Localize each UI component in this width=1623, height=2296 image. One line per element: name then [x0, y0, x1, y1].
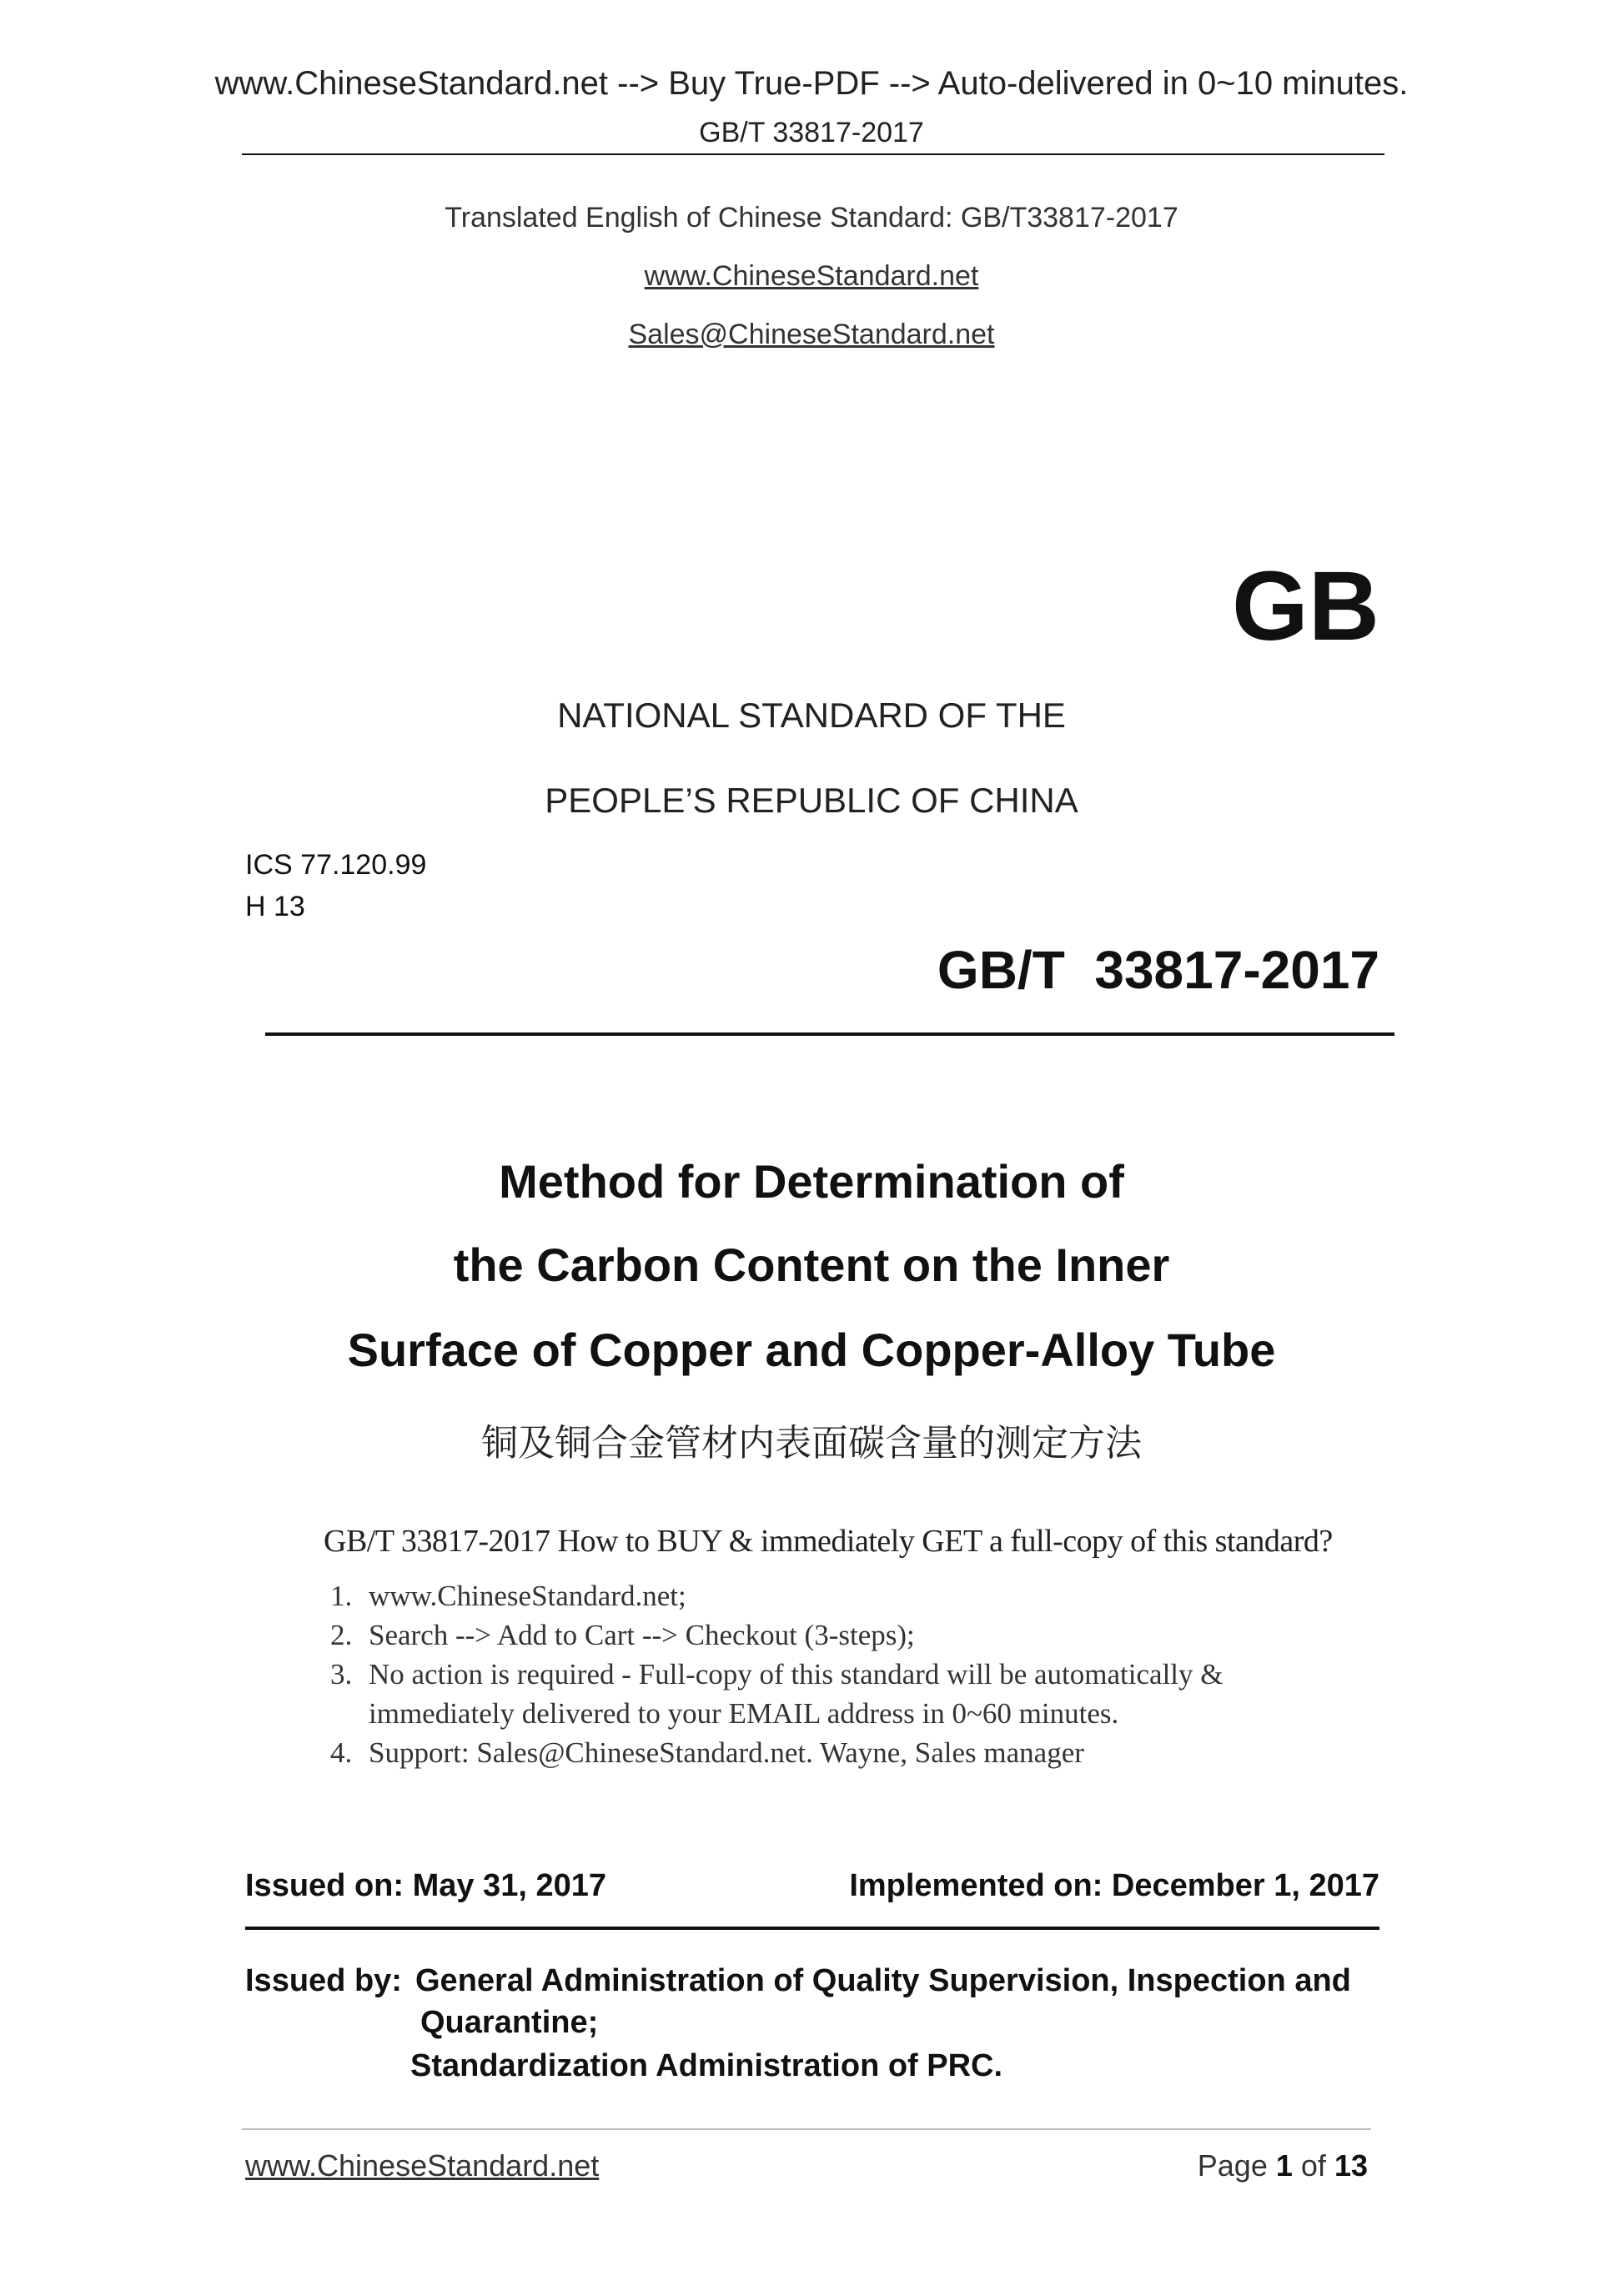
- header-code: GB/T 33817-2017: [699, 117, 924, 148]
- issuer-line2: Quarantine;: [420, 2005, 599, 2040]
- national-standard-line1: NATIONAL STANDARD OF THE: [557, 696, 1066, 735]
- buy-step-number: 4.: [330, 1736, 353, 1769]
- of-label: of: [1300, 2148, 1326, 2183]
- footer-website-row: [245, 2148, 599, 2183]
- buy-step: [330, 1733, 1331, 1772]
- gb-mark: GB: [1232, 551, 1379, 661]
- title-line3: Surface of Copper and Copper-Alloy Tube: [347, 1324, 1276, 1376]
- website-link-row: [0, 260, 1623, 293]
- standard-number: GB/T 33817-2017: [937, 940, 1379, 1000]
- buy-step-number: 3.: [330, 1658, 353, 1691]
- buy-step-number: 2.: [330, 1619, 353, 1651]
- title-line1: Method for Determination of: [499, 1155, 1124, 1208]
- buy-step-text[interactable]: www.ChineseStandard.net;: [369, 1580, 686, 1612]
- buy-step: [330, 1655, 1331, 1733]
- title-line2: the Carbon Content on the Inner: [453, 1238, 1170, 1291]
- implemented-on: Implemented on: December 1, 2017: [849, 1868, 1379, 1903]
- email-link-row: [0, 319, 1623, 351]
- footer-website-link[interactable]: www.ChineseStandard.net: [245, 2148, 600, 2183]
- title-chinese: 铜及铜合金管材内表面碳含量的测定方法: [481, 1422, 1142, 1465]
- national-standard-line2: PEOPLE’S REPUBLIC OF CHINA: [545, 781, 1078, 820]
- buy-step: [330, 1576, 1331, 1615]
- buy-step-text: No action is required - Full-copy of this standard will be automatically & immediately delivered to your EMAIL address in 0~60 minutes.: [369, 1658, 1224, 1730]
- page-label: Page: [1197, 2148, 1268, 2183]
- footer-rule: [242, 2128, 1371, 2130]
- translated-line: Translated English of Chinese Standard: GB/T33817-2017: [445, 202, 1178, 234]
- header-rule: [242, 153, 1384, 155]
- page-total: 13: [1334, 2148, 1368, 2183]
- website-link[interactable]: www.ChineseStandard.net: [644, 260, 979, 292]
- buy-step-number: 1.: [330, 1580, 353, 1612]
- header-banner: www.ChineseStandard.net --> Buy True-PDF --> Auto-delivered in 0~10 minutes.: [214, 65, 1409, 102]
- issued-on: Issued on: May 31, 2017: [245, 1868, 606, 1903]
- issuer-line3: Standardization Administration of PRC.: [410, 2048, 1003, 2083]
- buy-step-text: Support: Sales@ChineseStandard.net. Wayne, Sales manager: [369, 1736, 1084, 1769]
- buy-step-text: Search --> Add to Cart --> Checkout (3-steps);: [369, 1619, 915, 1651]
- dates-rule: [245, 1927, 1379, 1930]
- buy-heading: GB/T 33817-2017 How to BUY & immediately GET a full-copy of this standard?: [324, 1524, 1333, 1559]
- issuer-line1: General Administration of Quality Supervision, Inspection and: [415, 1963, 1351, 1998]
- issued-by-label: Issued by:: [245, 1963, 402, 1998]
- standard-rule: [265, 1032, 1394, 1036]
- classification-code: H 13: [245, 891, 305, 922]
- ics-code: ICS 77.120.99: [245, 849, 427, 881]
- page-indicator: [1084, 2148, 1368, 2183]
- buy-step: [330, 1615, 1331, 1655]
- page-number: 1: [1275, 2148, 1293, 2183]
- buy-steps-list: [330, 1576, 1331, 1772]
- email-link[interactable]: Sales@ChineseStandard.net: [628, 319, 995, 350]
